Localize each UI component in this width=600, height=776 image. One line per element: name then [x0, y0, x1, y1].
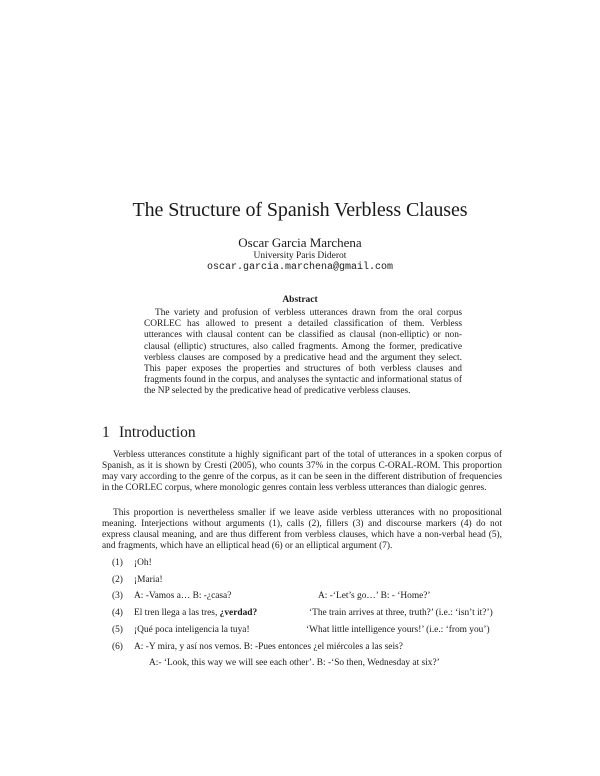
example-spanish-plain: El tren llega a las tres,: [134, 608, 220, 618]
example-spanish: ¡Qué poca inteligencia la tuya!: [134, 625, 250, 635]
paper-title: The Structure of Spanish Verbless Clauses: [132, 199, 468, 221]
example-number: (6): [112, 642, 123, 652]
example-spanish-bold: ¿verdad?: [219, 608, 258, 618]
example-number: (5): [112, 625, 123, 635]
example-spanish: ¡Maria!: [134, 575, 163, 585]
section-heading: [102, 424, 196, 442]
paragraph-2: This proportion is nevertheless smaller if we leave aside verbless utterances with no propositional meaning. Interjections without arguments (1), calls (2), fillers (3) and discourse markers (4) do not express clausal meaning, and are thus different from verbless clauses, which have a non-verbal head (5), and fragments, which have an elliptical head (6) or an elliptical argument (7).: [102, 508, 502, 551]
paragraph-1: Verbless utterances constitute a highly significant part of the total of utterances in a spoken corpus of Spanish, as it is shown by Cresti (2005), who counts 37% in the corpus C-ORAL-ROM. This proportion may vary according to the genre of the corpus, as it can be seen in the different distribution of frequencies in the CORLEC corpus, where monologic genres contain less verbless utterances than dialogic genres.: [102, 450, 502, 493]
example-spanish: A: -Vamos a… B: -¿casa?: [134, 591, 232, 601]
author-email: oscar.garcia.marchena@gmail.com: [206, 262, 394, 273]
example-number: (4): [112, 608, 123, 618]
example-number: (2): [112, 575, 123, 585]
example-spanish: A: -Y mira, y así nos vemos. B: -Pues entonces ¿el miércoles a las seis?: [134, 642, 403, 652]
abstract-text: The variety and profusion of verbless utterances drawn from the oral corpus CORLEC has allowed to present a detailed classification of them. Verbless utterances with clausal content can be classified as clausal (non-elliptic) or non-clausal (elliptic) structures, also called fragments. Among the former, predicative verbless clauses are composed by a predicative head and the argument they select. This paper exposes the properties and structures of both verbless clauses and fragments found in the corpus, and analyses the syntactic and informational status of the NP selected by the predicative head of predicative verbless clauses.: [144, 308, 462, 397]
example-number: (1): [112, 558, 123, 568]
author-name: Oscar Garcia Marchena: [238, 235, 362, 250]
example-english: ‘The train arrives at three, truth?’ (i.e.: ‘isn’t it?’): [309, 608, 493, 618]
example-english: A: -‘Let’s go…’ B: - ‘Home?’: [318, 591, 431, 601]
example-spanish: [134, 608, 257, 619]
abstract-heading: Abstract: [282, 295, 318, 305]
example-spanish: ¡Oh!: [134, 558, 152, 568]
section-title: Introduction: [119, 424, 196, 441]
example-english: ‘What little intelligence yours!’ (i.e.: ‘from you’): [306, 625, 490, 635]
author-affiliation: University Paris Diderot: [253, 251, 347, 261]
example-number: (3): [112, 591, 123, 601]
example-english: A:- ‘Look, this way we will see each other’. B: -‘So then, Wednesday at six?’: [149, 658, 440, 668]
section-number: 1: [102, 424, 110, 441]
